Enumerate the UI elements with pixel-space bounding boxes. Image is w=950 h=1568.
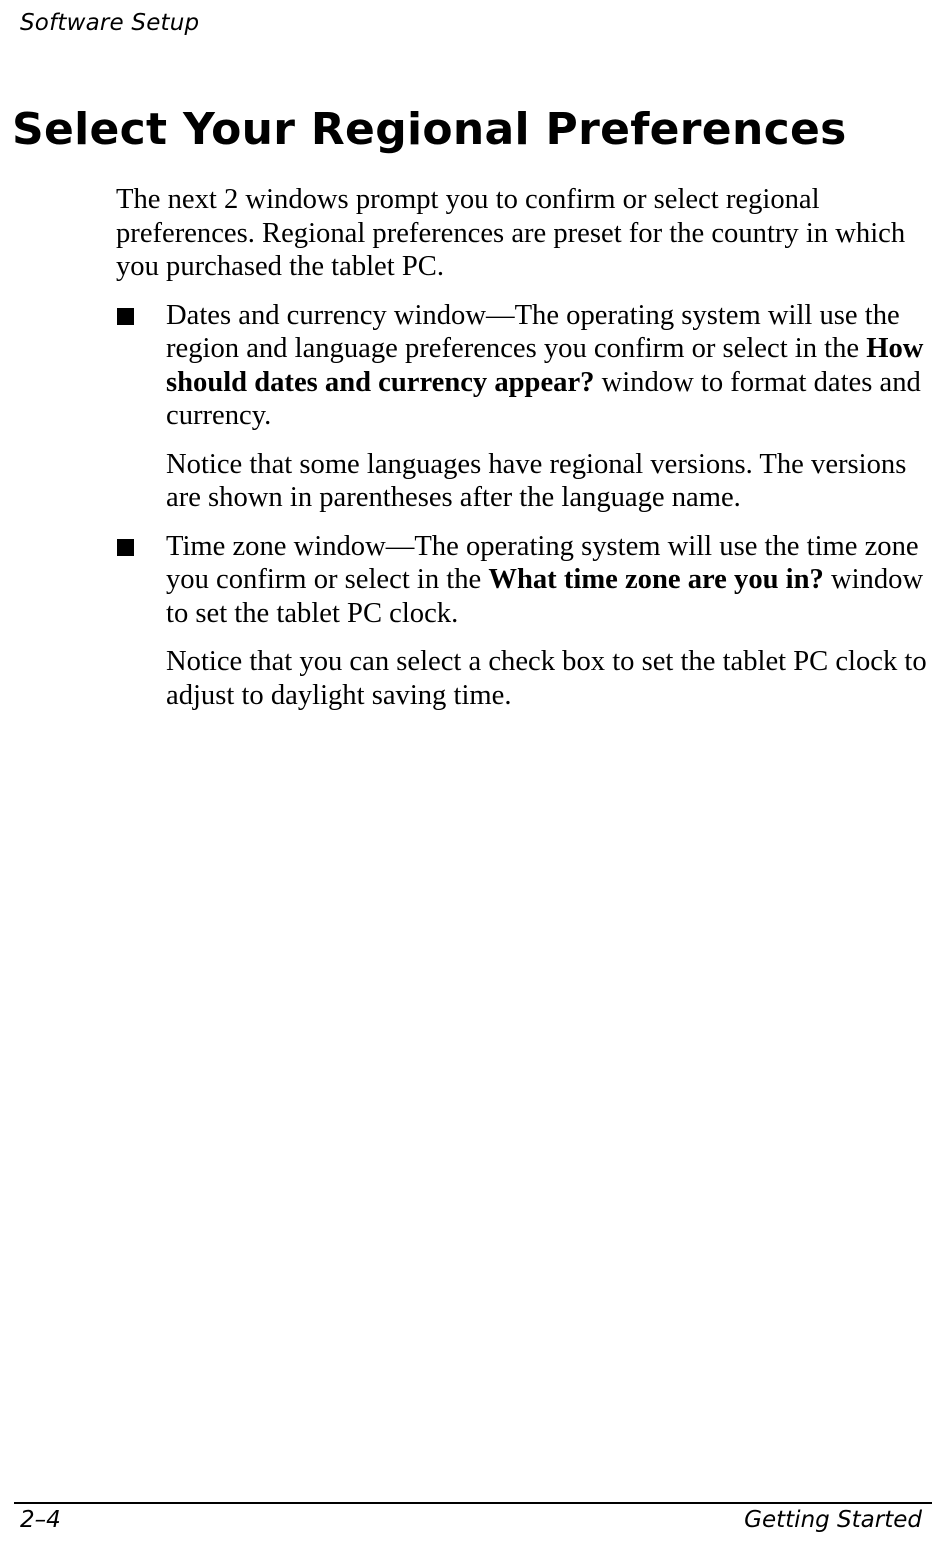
bullet-note: Notice that you can select a check box to set the tablet PC clock to adjust to daylight saving time. bbox=[166, 646, 927, 711]
body-content bbox=[116, 183, 931, 727]
window-name: How should dates and currency appear? bbox=[166, 333, 924, 398]
footer-divider bbox=[14, 1502, 932, 1504]
window-name: What time zone are you in? bbox=[488, 564, 824, 595]
intro-paragraph: The next 2 windows prompt you to confirm or select regional preferences. Regional preferences are preset for the country in which you purchased the tablet PC. bbox=[116, 184, 906, 282]
bullet-item-dates-currency bbox=[116, 299, 931, 515]
bullet-item-time-zone bbox=[116, 530, 931, 713]
square-bullet-icon bbox=[117, 539, 134, 556]
page-title: Select Your Regional Preferences bbox=[12, 104, 847, 155]
running-header: Software Setup bbox=[20, 10, 200, 36]
page-number: 2–4 bbox=[20, 1507, 61, 1533]
square-bullet-icon bbox=[117, 308, 134, 325]
bullet-text: Time zone window—The operating system will use the time zone you confirm or select in the What time zone are you in? window to set the tablet PC clock. bbox=[166, 530, 924, 629]
bullet-note: Notice that some languages have regional versions. The versions are shown in parentheses after the language name. bbox=[166, 448, 907, 513]
bullet-text: Dates and currency window—The operating system will use the region and language preferences you confirm or select in the How should dates and currency appear? window to format dates and currency. bbox=[166, 299, 924, 431]
book-title: Getting Started bbox=[744, 1507, 922, 1533]
